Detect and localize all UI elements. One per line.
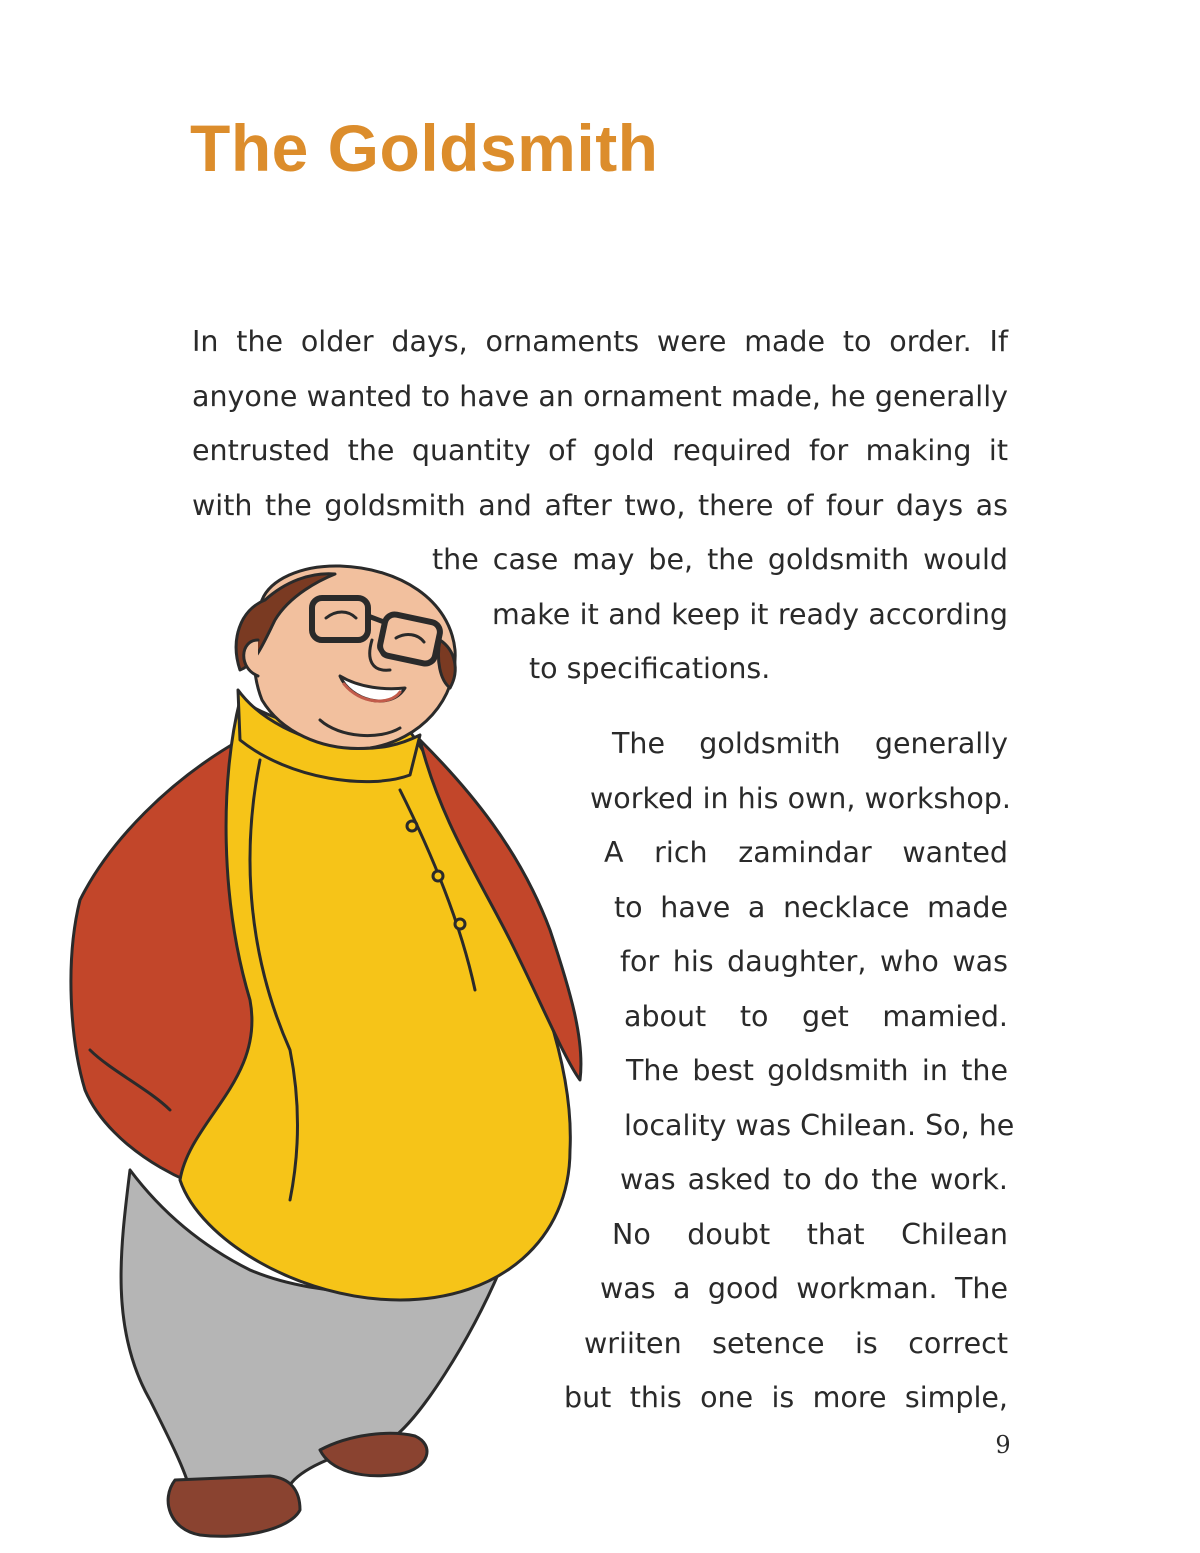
body-text-line: The goldsmith generally <box>612 727 1008 760</box>
body-text-line: The best goldsmith in the <box>626 1054 1008 1087</box>
page-number: 9 <box>995 1431 1011 1459</box>
body-text-line: anyone wanted to have an ornament made, he generally <box>192 380 1008 413</box>
body-text-line: for his daughter, who was <box>620 945 1008 978</box>
body-text-line: about to get mamied. <box>624 1000 1008 1033</box>
body-text-line: was asked to do the work. <box>620 1163 1008 1196</box>
body-text-line: with the goldsmith and after two, there of four days as <box>192 489 1008 522</box>
goldsmith-left-shoe <box>168 1476 300 1536</box>
body-text-line: the case may be, the goldsmith would <box>432 543 1008 576</box>
body-text-line: entrusted the quantity of gold required for making it <box>192 434 1008 467</box>
body-text-line: make it and keep it ready according <box>492 598 1008 631</box>
body-text-line: A rich zamindar wanted <box>604 836 1008 869</box>
body-text-line: but this one is more simple, <box>564 1381 1008 1414</box>
body-text-line: to have a necklace made <box>614 891 1008 924</box>
body-text-line: to specifications. <box>529 652 771 685</box>
body-text-line: In the older days, ornaments were made to order. If <box>192 325 1008 358</box>
body-text-line: wriiten setence is correct <box>584 1327 1008 1360</box>
body-text-line: No doubt that Chilean <box>612 1218 1008 1251</box>
body-text-line: worked in his own, workshop. <box>590 782 1011 815</box>
body-text-line: locality was Chilean. So, he <box>624 1109 1015 1142</box>
body-text-line: was a good workman. The <box>600 1272 1008 1305</box>
page-title: The Goldsmith <box>190 111 659 185</box>
